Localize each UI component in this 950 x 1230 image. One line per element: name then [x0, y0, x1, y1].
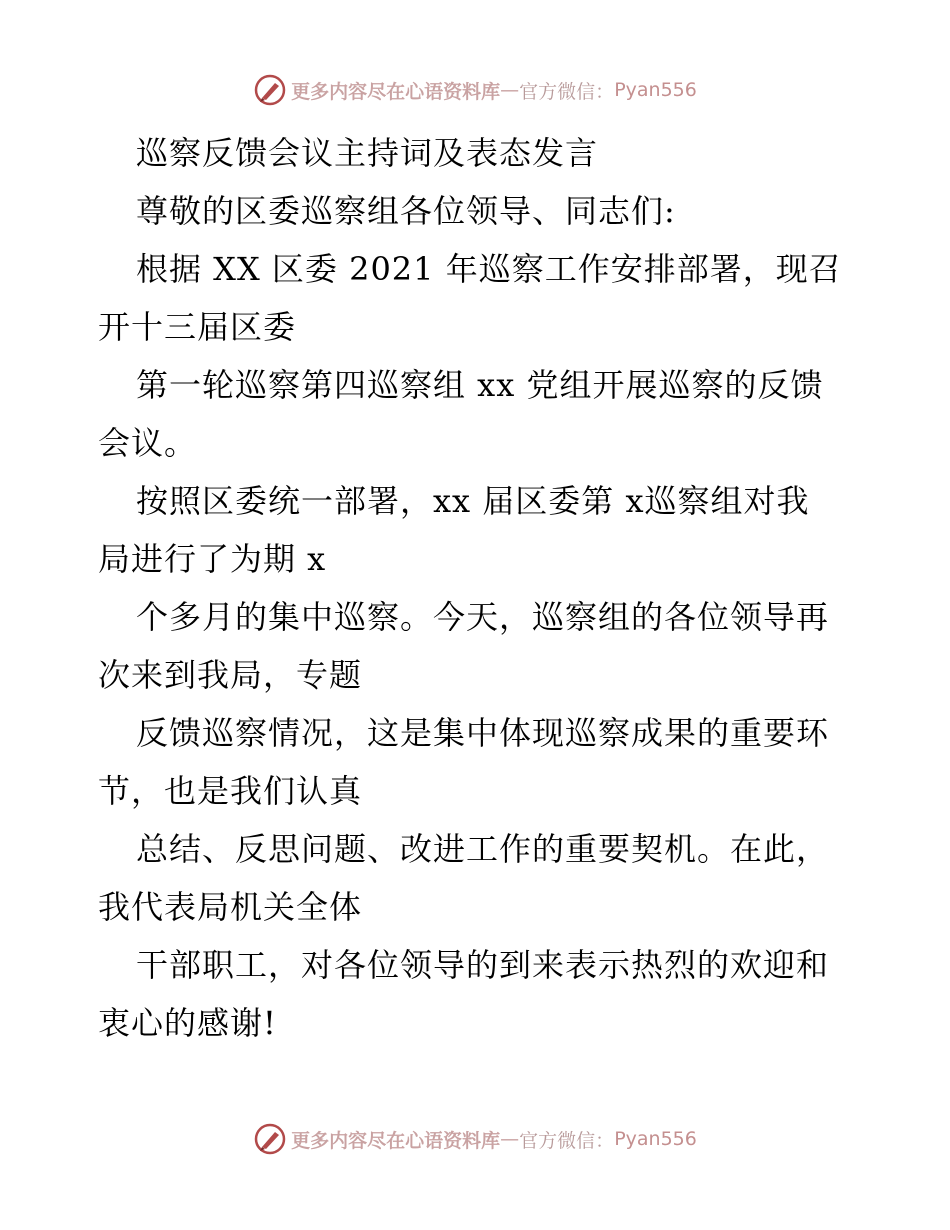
text-line: 衷心的感谢! — [98, 1004, 277, 1042]
text-line: 总结、反思问题、改进工作的重要契机。在此， — [136, 830, 830, 868]
watermark-dash: — — [500, 79, 520, 101]
text-line: 反馈巡察情况，这是集中体现巡察成果的重要环 — [136, 714, 830, 752]
text-line: 根据 XX 区委 2021 年巡察工作安排部署，现召 — [136, 250, 842, 288]
watermark-wechat-label: 官方微信： — [519, 1129, 615, 1152]
header-watermark — [0, 70, 950, 110]
text-line: 干部职工，对各位领导的到来表示热烈的欢迎和 — [136, 946, 830, 984]
watermark-wechat-id: Pyan556 — [614, 1128, 697, 1150]
text-line: 个多月的集中巡察。今天，巡察组的各位领导再 — [136, 598, 830, 636]
salutation: 尊敬的区委巡察组各位领导、同志们: — [136, 192, 676, 230]
document-body — [98, 124, 858, 1052]
text-line: 次来到我局，专题 — [98, 656, 363, 694]
document-title: 巡察反馈会议主持词及表态发言 — [136, 134, 599, 172]
watermark-main-text: 更多内容尽在心语资料库 — [291, 80, 501, 103]
pen-logo-icon — [253, 73, 287, 107]
text-line: 我代表局机关全体 — [98, 888, 363, 926]
watermark-main-text: 更多内容尽在心语资料库 — [291, 1129, 501, 1152]
watermark-wechat-id: Pyan556 — [614, 79, 697, 101]
text-line: 节，也是我们认真 — [98, 772, 363, 810]
footer-watermark — [0, 1119, 950, 1159]
text-line: 局进行了为期 x — [98, 540, 327, 578]
watermark-wechat-label: 官方微信： — [519, 80, 615, 103]
text-line: 开十三届区委 — [98, 308, 297, 346]
pen-logo-icon — [253, 1122, 287, 1156]
text-line: 第一轮巡察第四巡察组 xx 党组开展巡察的反馈 — [136, 366, 824, 404]
text-line: 按照区委统一部署，xx 届区委第 x巡察组对我 — [136, 482, 810, 520]
text-line: 会议。 — [98, 424, 198, 462]
watermark-dash: — — [500, 1128, 520, 1150]
